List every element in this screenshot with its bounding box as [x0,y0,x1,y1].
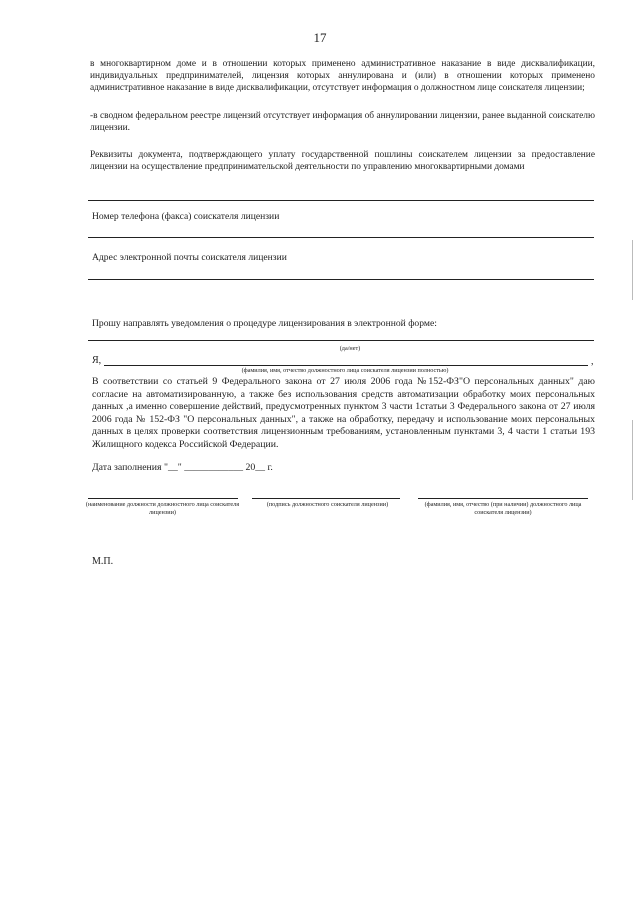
payment-paragraph: Реквизиты документа, подтверждающего уплату государственной пошлины соискателем лицензии за предоставление лицензии на осуществление предпринимательской деятельности по управлению многоквартирными домами [90,150,595,173]
name-signature-line[interactable] [418,498,588,499]
signature-line[interactable] [252,498,400,499]
payment-field-line[interactable] [88,200,594,201]
signature-hint: (подпись должностного соискателя лицензии) [266,501,389,508]
consent-paragraph: В соответствии со статьей 9 Федерального закона от 27 июля 2006 года №152-ФЗ"О персональных данных" даю согласие на автоматизированную, а также без использования средств автоматизации обработку моих персональных данных ,а именно совершение действий, предусмотренных пунктом 3 части 1статьи 3 Федерального закона от 27 июля 2006 года № 152-ФЗ "О персональных данных", а также на обработку, передачу и использование моих персональных данных в целях проверки соответствия лицензионным требованиям, установленным пунктами 3, 4 части 1 статьи 193 Жилищного кодекса Российской Федерации. [92,376,595,450]
name-signature-hint: (фамилия, имя, отчество (при наличии) должностного лица соискателя лицензии) [424,501,582,516]
page-number: 17 [313,30,327,45]
date-label: Дата заполнения "__" ____________ 20__ г. [92,462,273,473]
notify-hint: (да/нет) [339,345,361,352]
notify-field-line[interactable] [88,340,594,341]
name-hint: (фамилия, имя, отчество должностного лица соискателя лицензии полностью) [241,367,449,374]
ya-label: Я, [92,355,102,366]
scan-edge-mark [632,240,633,300]
phone-field-line[interactable] [88,237,594,238]
ya-end: , [591,356,594,367]
stamp-label: М.П. [92,556,114,567]
name-field-line[interactable] [104,365,588,366]
position-signature-line[interactable] [88,498,238,499]
notify-label: Прошу направлять уведомления о процедуре лицензирования в электронной форме: [92,318,437,329]
phone-label: Номер телефона (факса) соискателя лицензии [92,211,280,222]
registry-paragraph: -в сводном федеральном реестре лицензий отсутствует информация об аннулировании лицензии, ранее выданной соискателю лицензии. [90,111,595,134]
intro-paragraph: в многоквартирном доме и в отношении которых применено административное наказание в виде дисквалификации, индивидуальных предпринимателей, лицензия которых аннулирована и (или) в отношении которых применено административное наказание в виде дисквалификации, отсутствует информация о должностном лице соискателя лицензии; [90,59,595,94]
scan-edge-mark [632,420,633,500]
position-hint: (наименование должности должностного лица соискателя лицензии) [85,501,240,516]
email-label: Адрес электронной почты соискателя лицензии [92,252,287,263]
email-field-line[interactable] [88,279,594,280]
